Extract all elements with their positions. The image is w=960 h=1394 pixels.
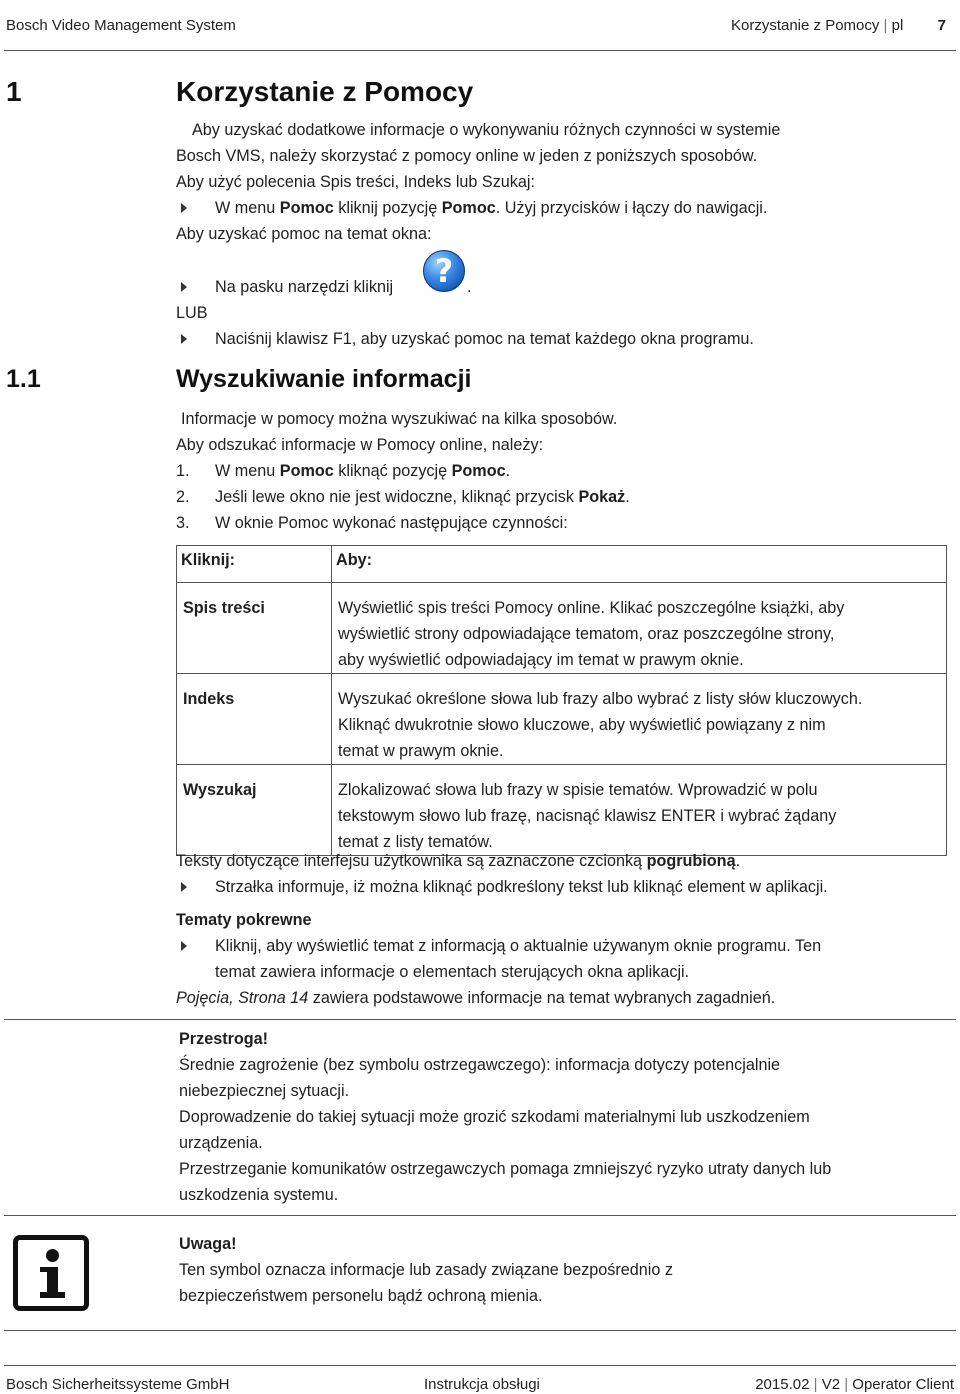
- help-question-icon[interactable]: ?: [423, 250, 465, 292]
- help-actions-table: [176, 545, 947, 856]
- notice-line: bezpieczeństwem personelu bądź ochroną mienia.: [179, 1287, 543, 1305]
- caution-top-rule: [4, 1019, 956, 1020]
- footer-rule: [4, 1365, 956, 1366]
- reference-line: Pojęcia, Strona 14 zawiera podstawowe informacje na temat wybranych zagadnień.: [176, 989, 776, 1007]
- step-menu-help: W menu Pomoc kliknij pozycję Pomoc. Użyj przycisków i łączy do nawigacji.: [215, 199, 768, 217]
- footer-company: Bosch Sicherheitssysteme GmbH: [6, 1376, 230, 1393]
- chapter-intro-line2: Bosch VMS, należy skorzystać z pomocy online w jeden z poniższych sposobów.: [176, 147, 758, 165]
- caution-bottom-rule: [4, 1215, 956, 1216]
- notice-line: Ten symbol oznacza informacje lub zasady związane bezpośrednio z: [179, 1261, 673, 1279]
- table-cell-purpose: Zlokalizować słowa lub frazy w spisie tematów. Wprowadzić w polu tekstowym słowo lub frazę, nacisnąć klawisz ENTER i wybrać żądany temat z listy tematów.: [332, 765, 947, 856]
- caution-line: Doprowadzenie do takiej sytuacji może grozić szkodami materialnymi lub uszkodzeniem: [179, 1108, 810, 1126]
- caution-line: Średnie zagrożenie (bez symbolu ostrzegawczego): informacja dotyczy potencjalnie: [179, 1056, 781, 1074]
- header-section-info: Korzystanie z Pomocy | pl 7: [730, 17, 946, 34]
- bold-font-note: Teksty dotyczące interfejsu użytkownika są zaznaczone czcionką pogrubioną.: [176, 852, 741, 870]
- step-number: 1.: [176, 462, 190, 480]
- caution-line: niebezpiecznej sytuacji.: [179, 1082, 350, 1100]
- table-header-click: Kliknij:: [177, 546, 332, 583]
- arrow-icon: [181, 334, 187, 344]
- chapter-number: 1: [6, 76, 22, 107]
- header-page-number: 7: [937, 17, 946, 34]
- step-f1: Naciśnij klawisz F1, aby uzyskać pomoc na temat każdego okna programu.: [215, 330, 754, 348]
- section-title: Wyszukiwanie informacji: [176, 365, 472, 393]
- section-number: 1.1: [6, 365, 41, 393]
- caution-title: Przestroga!: [179, 1030, 269, 1048]
- footer-version-info: 2015.02 | V2 | Operator Client: [755, 1376, 954, 1393]
- table-cell-click: Wyszukaj: [177, 765, 332, 856]
- footer-product: Operator Client: [852, 1376, 954, 1393]
- step-text: Jeśli lewe okno nie jest widoczne, kliknąć przycisk Pokaż.: [215, 488, 630, 506]
- step-toolbar-label: Na pasku narzędzi kliknij: [215, 278, 394, 296]
- arrow-icon: [181, 203, 187, 213]
- info-icon: [13, 1235, 89, 1311]
- header-rule: [4, 50, 956, 51]
- window-help-intro: Aby uzyskać pomoc na temat okna:: [176, 225, 432, 243]
- notice-bottom-rule: [4, 1330, 956, 1331]
- header-product: Bosch Video Management System: [6, 17, 236, 34]
- table-cell-purpose: Wyszukać określone słowa lub frazy albo wybrać z listy słów kluczowych. Kliknąć dwukrotnie słowo kluczowe, aby wyświetlić powiązany z nim temat w prawym oknie.: [332, 674, 947, 765]
- table-header-purpose: Aby:: [332, 546, 947, 583]
- related-topics-title: Tematy pokrewne: [176, 911, 312, 929]
- or-label: LUB: [176, 304, 208, 322]
- footer-date: 2015.02: [755, 1376, 810, 1393]
- table-cell-purpose: Wyświetlić spis treści Pomocy online. Klikać poszczególne książki, aby wyświetlić strony odpowiadające tematom, oraz poszczególne strony, aby wyświetlić odpowiadający im temat w prawym oknie.: [332, 583, 947, 674]
- online-intro: Aby odszukać informacje w Pomocy online, należy:: [176, 436, 544, 454]
- section-intro: Informacje w pomocy można wyszukiwać na kilka sposobów.: [181, 410, 618, 428]
- step-text: W oknie Pomoc wykonać następujące czynności:: [215, 514, 568, 532]
- table-cell-click: Indeks: [177, 674, 332, 765]
- header-section: Korzystanie z Pomocy: [730, 17, 880, 34]
- caution-line: urządzenia.: [179, 1134, 263, 1152]
- step-number: 3.: [176, 514, 190, 532]
- arrow-icon: [181, 941, 187, 951]
- arrow-icon: [181, 282, 187, 292]
- table-row: [177, 583, 947, 674]
- footer-doc-type: Instrukcja obsługi: [424, 1376, 540, 1393]
- table-header-row: [177, 546, 947, 583]
- header-lang: pl: [891, 17, 904, 34]
- footer-version: V2: [821, 1376, 841, 1393]
- notice-title: Uwaga!: [179, 1235, 237, 1253]
- related-topic-line1: Kliknij, aby wyświetlić temat z informacją o aktualnie używanym oknie programu. Ten: [215, 937, 822, 955]
- table-row: [177, 765, 947, 856]
- arrow-icon: [181, 882, 187, 892]
- toc-intro: Aby użyć polecenia Spis treści, Indeks lub Szukaj:: [176, 173, 536, 191]
- caution-line: Przestrzeganie komunikatów ostrzegawczych pomaga zmniejszyć ryzyko utraty danych lub: [179, 1160, 832, 1178]
- caution-line: uszkodzenia systemu.: [179, 1186, 339, 1204]
- step-number: 2.: [176, 488, 190, 506]
- table-row: [177, 674, 947, 765]
- chapter-title: Korzystanie z Pomocy: [176, 76, 474, 107]
- table-cell-click: Spis treści: [177, 583, 332, 674]
- step-text: W menu Pomoc kliknąć pozycję Pomoc.: [215, 462, 511, 480]
- concepts-link[interactable]: Pojęcia, Strona 14: [176, 989, 309, 1007]
- arrow-note: Strzałka informuje, iż można kliknąć podkreślony tekst lub kliknąć element w aplikacji.: [215, 878, 828, 896]
- chapter-intro-line1: Aby uzyskać dodatkowe informacje o wykonywaniu różnych czynności w systemie: [192, 121, 781, 139]
- related-topic-line2: temat zawiera informacje o elementach sterujących okna aplikacji.: [215, 963, 690, 981]
- step-toolbar-period: .: [467, 278, 472, 296]
